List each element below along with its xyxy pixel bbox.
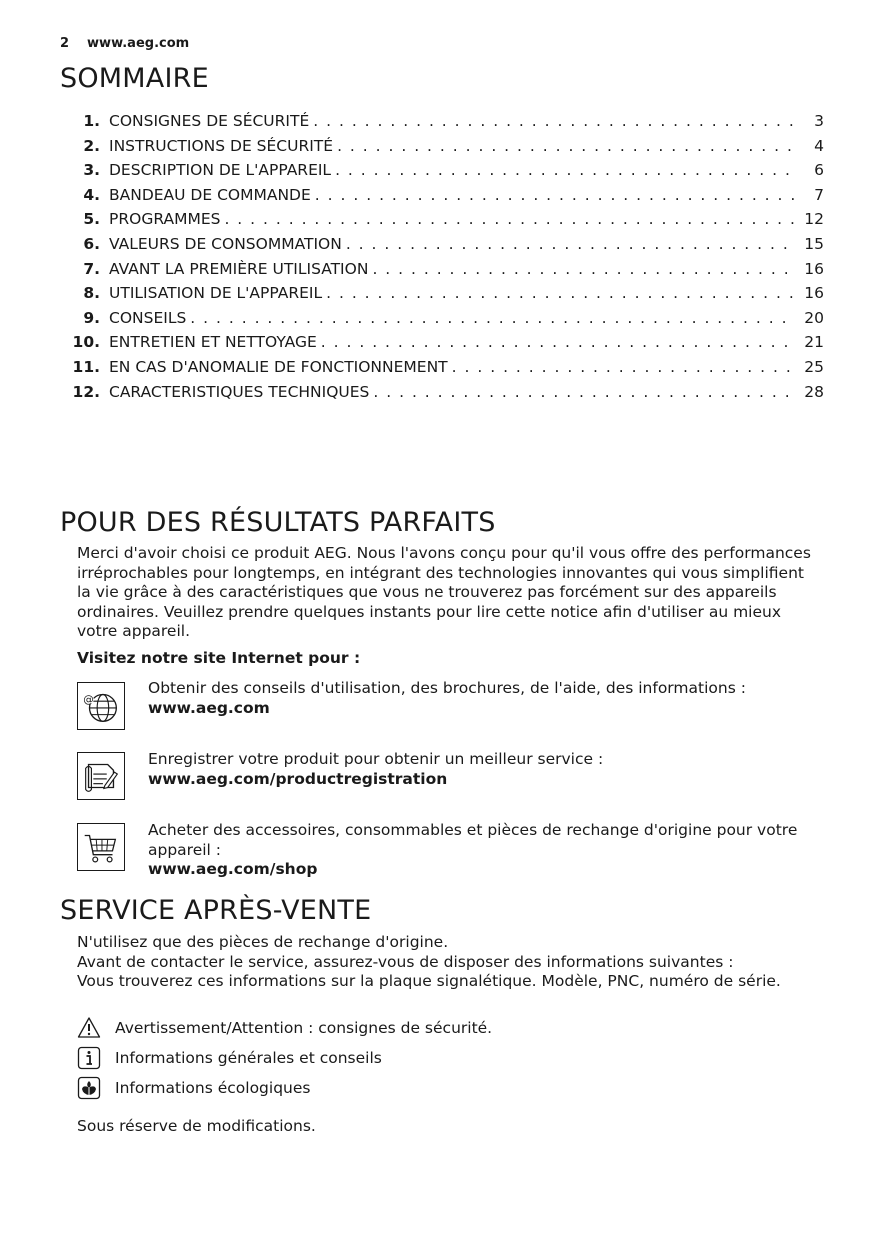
- toc-item-number: 6.: [83, 234, 100, 253]
- link-info-text: Obtenir des conseils d'utilisation, des brochures, de l'aide, des informations :: [148, 679, 746, 697]
- header-site[interactable]: www.aeg.com: [87, 36, 190, 51]
- toc-item-number: 2.: [83, 136, 100, 155]
- symbol-info-row: [77, 1046, 382, 1070]
- toc-item-number: 4.: [83, 185, 100, 204]
- sommaire-title: SOMMAIRE: [60, 63, 209, 94]
- toc-item-label[interactable]: AVANT LA PREMIÈRE UTILISATION: [109, 259, 369, 278]
- toc-item-label[interactable]: CARACTERISTIQUES TECHNIQUES: [109, 382, 370, 401]
- resultats-title: POUR DES RÉSULTATS PARFAITS: [60, 507, 496, 538]
- toc-item[interactable]: [72, 235, 824, 260]
- toc-item-page: 16: [804, 284, 824, 303]
- toc-item-label[interactable]: ENTRETIEN ET NETTOYAGE: [109, 333, 317, 352]
- globe-icon: [77, 682, 125, 730]
- link-info-url[interactable]: www.aeg.com: [148, 698, 270, 717]
- toc-item[interactable]: [72, 210, 824, 235]
- link-shop-url[interactable]: www.aeg.com/shop: [148, 860, 318, 879]
- toc-item-label[interactable]: VALEURS DE CONSOMMATION: [109, 234, 342, 253]
- toc-item-page: 16: [804, 259, 824, 278]
- toc-leader-dots: [335, 161, 796, 179]
- toc-item[interactable]: [72, 383, 824, 408]
- toc-item-number: 9.: [83, 308, 100, 327]
- toc-leader-dots: [224, 210, 796, 228]
- link-shop: [148, 821, 828, 880]
- symbol-eco-text: Informations écologiques: [115, 1079, 311, 1097]
- toc-item-number: 3.: [83, 161, 100, 180]
- page-header: [60, 36, 189, 51]
- symbol-info-text: Informations générales et conseils: [115, 1049, 382, 1067]
- service-text: [77, 933, 822, 992]
- symbol-warning-text: Avertissement/Attention : consignes de sécurité.: [115, 1019, 493, 1037]
- toc-item-number: 10.: [72, 333, 100, 352]
- service-line-1: N'utilisez que des pièces de rechange d'origine.: [77, 933, 449, 951]
- link-info: [148, 679, 828, 718]
- toc-item-number: 12.: [72, 382, 100, 401]
- toc-leader-dots: [321, 333, 796, 351]
- toc-item[interactable]: [72, 137, 824, 162]
- toc-item-page: 3: [814, 112, 824, 130]
- toc-item-page: 15: [804, 234, 824, 253]
- toc-leader-dots: [190, 309, 796, 327]
- svg-text:@: @: [83, 694, 94, 707]
- toc-item-label[interactable]: INSTRUCTIONS DE SÉCURITÉ: [109, 136, 334, 155]
- toc-item-page: 21: [804, 333, 824, 352]
- toc-item-label[interactable]: PROGRAMMES: [109, 210, 221, 229]
- symbol-eco-row: [77, 1076, 310, 1100]
- toc-item-label[interactable]: UTILISATION DE L'APPAREIL: [109, 284, 323, 303]
- toc-item-page: 20: [804, 308, 824, 327]
- toc-leader-dots: [337, 137, 796, 155]
- toc-item-number: 7.: [83, 259, 100, 278]
- shopping-cart-icon: [77, 823, 125, 871]
- page-number: 2: [60, 36, 70, 51]
- toc-item-page: 4: [814, 136, 824, 155]
- service-title: SERVICE APRÈS-VENTE: [60, 895, 372, 926]
- warning-icon: [77, 1016, 101, 1040]
- resultats-intro: Merci d'avoir choisi ce produit AEG. Nous l'avons conçu pour qu'il vous offre des performances irréprochables pour longtemps, en intégrant des technologies innovantes qui vous simplifient la vie grâce à des caractéristiques que vous ne trouverez pas forcément sur des appareils ordinaires. Veuillez prendre quelques instants pour lire cette notice afin d'utiliser au mieux votre appareil.: [77, 544, 811, 641]
- toc-leader-dots: [346, 235, 796, 253]
- toc-item-page: 6: [814, 161, 824, 180]
- toc-item-label[interactable]: EN CAS D'ANOMALIE DE FONCTIONNEMENT: [109, 357, 448, 376]
- toc-item-page: 28: [804, 382, 824, 401]
- toc-leader-dots: [315, 186, 796, 204]
- toc-item-number: 5.: [83, 210, 100, 229]
- info-icon: [77, 1046, 101, 1070]
- toc-item[interactable]: [72, 161, 824, 186]
- toc-item-number: 1.: [83, 112, 100, 130]
- toc-item[interactable]: [72, 260, 824, 285]
- link-registration: [148, 750, 828, 789]
- toc-leader-dots: [313, 112, 796, 130]
- toc-leader-dots: [452, 358, 796, 376]
- toc-item-page: 25: [804, 357, 824, 376]
- table-of-contents: [72, 112, 824, 407]
- toc-item-label[interactable]: CONSIGNES DE SÉCURITÉ: [109, 112, 310, 130]
- service-line-2: Avant de contacter le service, assurez-vous de disposer des informations suivantes :: [77, 952, 734, 971]
- toc-item-label[interactable]: CONSEILS: [109, 308, 187, 327]
- toc-item-label[interactable]: DESCRIPTION DE L'APPAREIL: [109, 161, 332, 180]
- toc-item[interactable]: [72, 333, 824, 358]
- footer-note: Sous réserve de modifications.: [77, 1117, 316, 1135]
- registration-icon: [77, 752, 125, 800]
- toc-leader-dots: [372, 260, 796, 278]
- toc-item[interactable]: [72, 358, 824, 383]
- link-registration-url[interactable]: www.aeg.com/productregistration: [148, 769, 448, 788]
- link-registration-text: Enregistrer votre produit pour obtenir un meilleur service :: [148, 750, 604, 768]
- toc-item-number: 11.: [72, 357, 100, 376]
- toc-item-page: 12: [804, 210, 824, 229]
- toc-item-number: 8.: [83, 284, 100, 303]
- toc-item-page: 7: [814, 185, 824, 204]
- toc-item-label[interactable]: BANDEAU DE COMMANDE: [109, 185, 311, 204]
- toc-item[interactable]: [72, 284, 824, 309]
- link-shop-text: Acheter des accessoires, consommables et pièces de rechange d'origine pour votre appareil :: [148, 821, 798, 859]
- visit-label: Visitez notre site Internet pour :: [77, 649, 361, 667]
- toc-item[interactable]: [72, 186, 824, 211]
- service-line-3: Vous trouverez ces informations sur la plaque signalétique. Modèle, PNC, numéro de série.: [77, 972, 781, 991]
- toc-item[interactable]: [72, 309, 824, 334]
- toc-item[interactable]: [72, 112, 824, 137]
- toc-leader-dots: [373, 383, 796, 401]
- symbol-warning-row: [77, 1016, 492, 1040]
- eco-icon: [77, 1076, 101, 1100]
- toc-leader-dots: [326, 284, 796, 302]
